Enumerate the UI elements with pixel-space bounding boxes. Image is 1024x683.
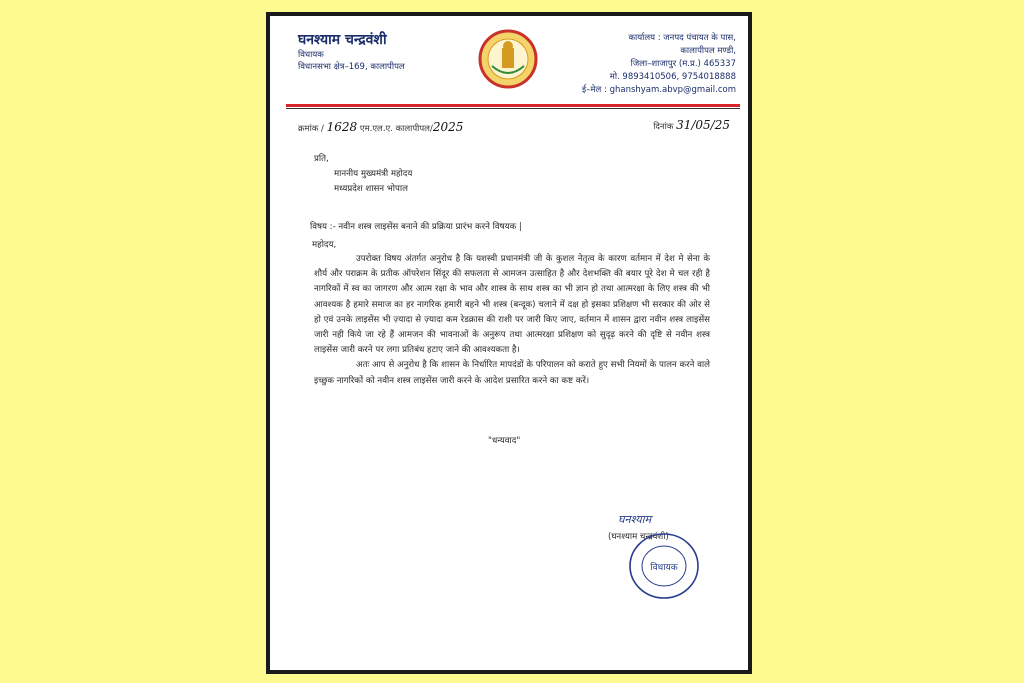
letter-page — [270, 16, 748, 670]
recipient-line1: माननीय मुख्यमंत्री महोदय — [334, 169, 413, 180]
mla-constituency: विधानसभा क्षेत्र–169, कालापीपल — [298, 62, 405, 72]
closing-thanks: "धन्यवाद" — [488, 436, 521, 446]
letterhead-divider-red — [286, 104, 740, 107]
mla-name: घनश्याम चन्द्रवंशी — [298, 32, 387, 48]
document-frame — [266, 12, 752, 674]
letterhead-divider-black — [286, 108, 740, 109]
letterhead-left — [298, 30, 405, 73]
body-paragraph-2: अतः आप से अनुरोध है कि शासन के निर्धारित मापदंडों के परिपालन को कराते हुए सभी नियमों के पालन करने वाले इच्छुक नागरिकों को नवीन शस्त्र लाइसेंस जारी करने के आदेश प्रसारित करने का कष्ट करें। — [314, 360, 710, 386]
date-label: दिनांक — [653, 122, 674, 132]
body-paragraph-1: उपरोक्त विषय अंतर्गत अनुरोध है कि यशस्वी प्रधानमंत्री जी के कुशल नेतृत्व के कारण वर्तमान में देश मे सेना के शौर्य और पराक्रम के प्रतीक ऑपरेशन सिंदूर की सफलता से आमजन उत्साहित है और देशभक्ति की बयार पूरे देश मे चल रही है नागरिकों में स्व का जागरण और आत्म रक्षा के भाव और शास्त्र के साथ शस्त्र का भी ज्ञान हो तथा आत्मरक्षा के लिए शस्त्र की भी आवश्यक है हमारे समाज का हर नागरिक हमारी बहने भी शस्त्र (बन्दूक) चलाने में दक्ष हो इसका प्रशिक्षण भी सरकार की ओर से हो एवं उनके लाइसेंस भी ज़्यादा से ज़्यादा कम रेडक्रास की राशी पर जारी किए जाए, वर्तमान में शासन द्वारा नवीन शस्त्र लाइसेंस जारी नही किये जा रहे हैं आमजन की भावनाओं के अनुरूप तथा आत्मरक्षा प्रशिक्षण को सुदृढ़ करने की दृष्टि से नवीन शस्त्र लाइसेंस जारी करने पर लगा प्रतिबंध हटाए जाने की आवश्यकता है। — [314, 254, 710, 356]
recipient-line2: मध्यप्रदेश शासन भोपाल — [334, 184, 408, 195]
email-address: ई–मेल : ghanshyam.abvp@gmail.com — [582, 85, 736, 95]
reference-number-value: 1628 — [326, 120, 358, 134]
seal-center-text: विधायक — [650, 563, 678, 573]
mla-designation: विधायक — [298, 50, 324, 60]
mobile-numbers: मो. 9893410506, 9754018888 — [609, 72, 736, 82]
recipient-prefix: प्रति, — [314, 154, 329, 164]
reference-year: 2025 — [432, 120, 464, 134]
handwritten-signature: घनश्याम — [618, 513, 652, 526]
reference-label: क्रमांक / — [298, 124, 324, 134]
state-emblem-icon — [478, 28, 538, 90]
reference-number — [298, 120, 463, 134]
office-address-line3: जिला–शाजापुर (म.प्र.) 465337 — [630, 59, 736, 69]
recipient-block — [314, 152, 412, 198]
office-address-line1: कार्यालय : जनपद पंचायत के पास, — [628, 33, 736, 43]
letter-body — [314, 252, 710, 389]
subject-line: विषय :- नवीन शस्त्र लाइसेंस बनाने की प्रक्रिया प्रारंभ करने विषयक | — [310, 222, 522, 232]
office-address-line2: कालापीपल मण्डी, — [680, 46, 736, 56]
letter-date — [653, 118, 730, 132]
letterhead-right — [582, 32, 736, 97]
salutation: महोदय, — [312, 240, 337, 250]
signatory-name: (घनश्याम चन्द्रवंशी) — [608, 532, 669, 542]
reference-suffix: एम.एल.ए. कालापीपल/ — [359, 124, 433, 134]
official-seal-icon — [622, 528, 706, 604]
date-value: 31/05/25 — [676, 118, 730, 132]
